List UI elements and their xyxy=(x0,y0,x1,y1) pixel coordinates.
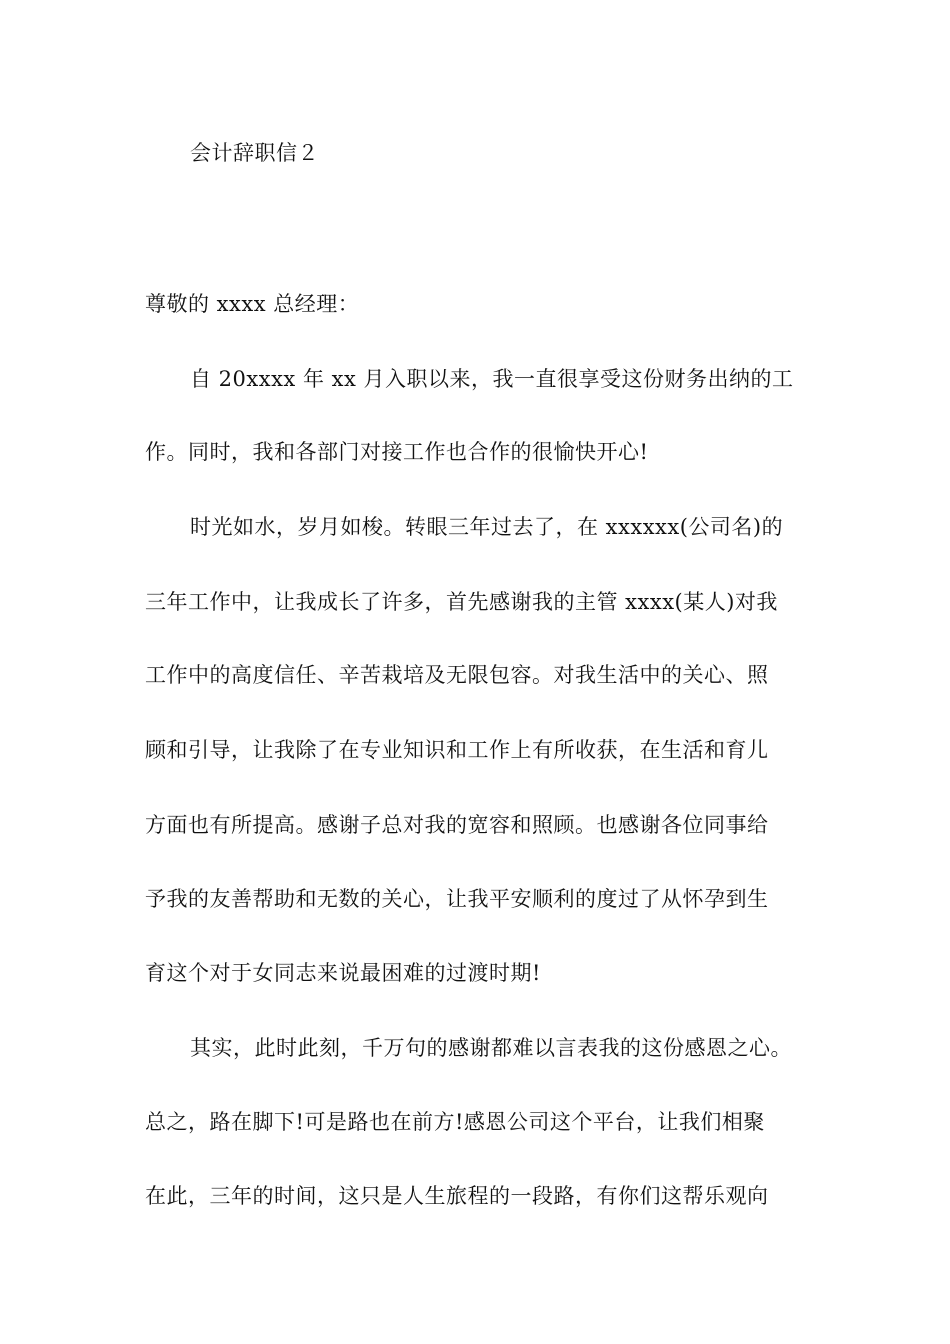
salutation: 尊敬的 xxxx 总经理： xyxy=(145,292,360,316)
body-line-5: 工作中的高度信任、辛苦栽培及无限包容。对我生活中的关心、照 xyxy=(145,663,769,687)
body-line-12: 在此，三年的时间，这只是人生旅程的一段路，有你们这帮乐观向 xyxy=(145,1184,769,1208)
body-line-11: 总之，路在脚下!可是路也在前方!感恩公司这个平台，让我们相聚 xyxy=(145,1110,765,1134)
body-line-10: 其实，此时此刻，千万句的感谢都难以言表我的这份感恩之心。 xyxy=(190,1036,792,1060)
body-line-2: 作。同时，我和各部门对接工作也合作的很愉快开心! xyxy=(145,440,649,464)
body-line-1: 自 20xxxx 年 xx 月入职以来，我一直很享受这份财务出纳的工 xyxy=(190,367,794,391)
body-line-9: 育这个对于女同志来说最困难的过渡时期! xyxy=(145,961,541,985)
body-line-3: 时光如水，岁月如梭。转眼三年过去了，在 xxxxxx(公司名)的 xyxy=(190,515,784,539)
body-line-7: 方面也有所提高。感谢子总对我的宽容和照顾。也感谢各位同事给 xyxy=(145,813,769,837)
body-line-6: 顾和引导，让我除了在专业知识和工作上有所收获，在生活和育儿 xyxy=(145,738,769,762)
document-title: 会计辞职信２ xyxy=(190,141,319,165)
body-line-8: 予我的友善帮助和无数的关心，让我平安顺利的度过了从怀孕到生 xyxy=(145,887,769,911)
body-line-4: 三年工作中，让我成长了许多，首先感谢我的主管 xxxx(某人)对我 xyxy=(145,590,778,614)
